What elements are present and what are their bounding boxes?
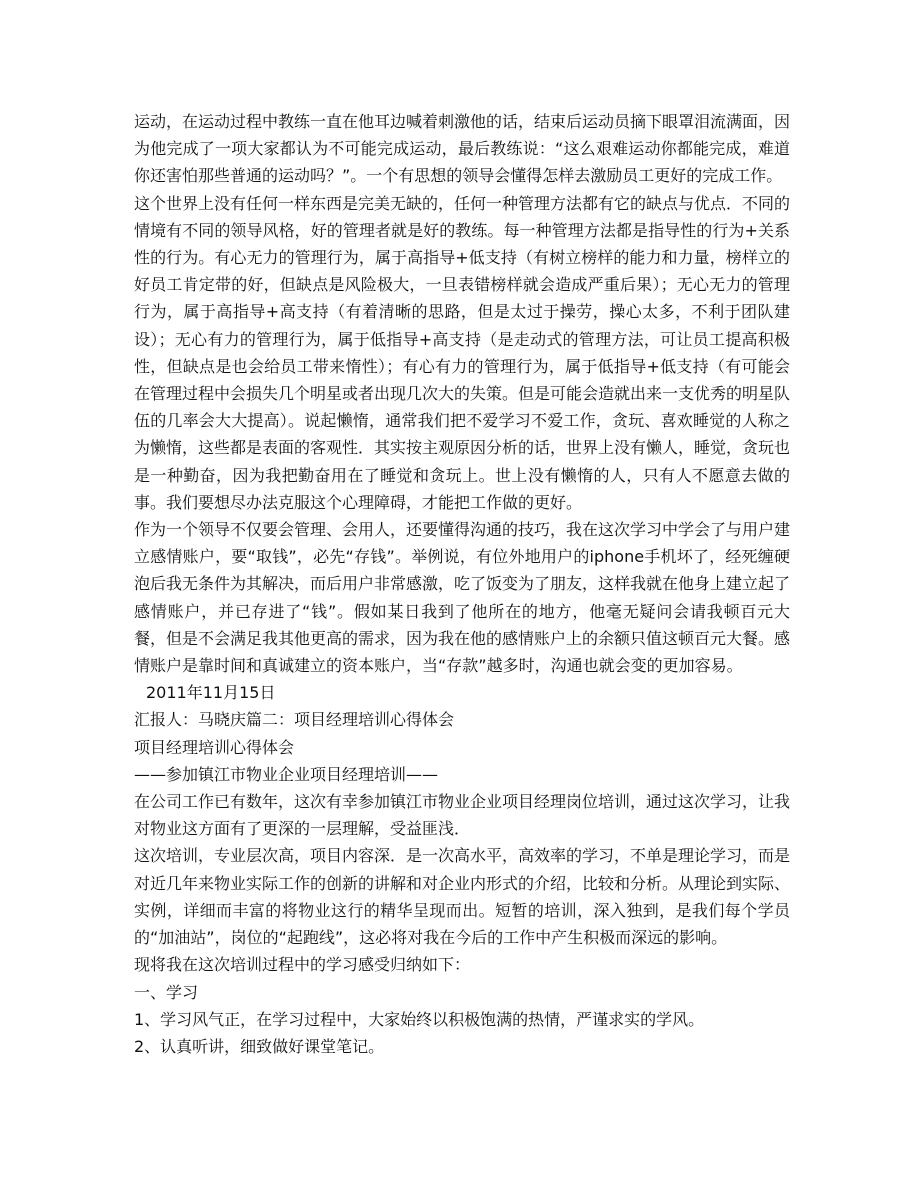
list-item-1: 1、学习风气正，在学习过程中，大家始终以积极饱满的热情，严谨求实的学风。	[134, 1009, 705, 1029]
section-title: 项目经理培训心得体会	[134, 737, 295, 757]
paragraph-training-overview: 这次培训，专业层次高，项目内容深．是一次高水平，高效率的学习，不单是理论学习，而是对近几年来物业实际工作的创新的讲解和对企业内形式的介绍，比较和分析。从理论到实际、实例，详细而丰富的将物业这行的精华呈现而出。短暂的培训，深入独到，是我们每个学员的“加油站”，岗位的“起跑线”，这必将对我在今后的工作中产生积极而深远的影响。	[134, 846, 791, 948]
paragraph-summary-lead: 现将我在这次培训过程中的学习感受归纳如下：	[134, 955, 471, 975]
report-date: 2011年11月15日	[146, 683, 276, 703]
paragraph-management-styles: 这个世界上没有任何一样东西是完美无缺的，任何一种管理方法都有它的缺点与优点．不同的情境有不同的领导风格，好的管理者就是好的教练。每一种管理方法都是指导性的行为+关系性的行为。有心无力的管理行为，属于高指导+低支持（有树立榜样的能力和力量，榜样立的好员工肯定带的好，但缺点是风险极大，一旦表错榜样就会造成严重后果）；无心无力的管理行为，属于高指导+高支持（有着清晰的思路，但是太过于操劳，操心太多，不利于团队建设）；无心有力的管理行为，属于低指导+高支持（是走动式的管理方法，可让员工提高积极性，但缺点是也会给员工带来惰性）；有心有力的管理行为，属于低指导+低支持（有可能会在管理过程中会损失几个明星或者出现几次大的失策。但是可能会造就出来一支优秀的明星队伍的几率会大大提高）。说起懒惰，通常我们把不爱学习不爱工作，贪玩、喜欢睡觉的人称之为懒惰，这些都是表面的客观性．其实按主观原因分析的话，世界上没有懒人，睡觉，贪玩也是一种勤奋，因为我把勤奋用在了睡觉和贪玩上。世上没有懒惰的人，只有人不愿意去做的事。我们要想尽办法克服这个心理障碍，才能把工作做的更好。	[134, 193, 791, 512]
document-body	[134, 108, 790, 1060]
heading-study: 一、学习	[134, 982, 199, 1002]
list-item-2: 2、认真听讲，细致做好课堂笔记。	[134, 1036, 385, 1056]
paragraph-coaching-story: 运动，在运动过程中教练一直在他耳边喊着刺激他的话，结束后运动员摘下眼罩泪流满面，因为他完成了一项大家都认为不可能完成运动，最后教练说：“这么艰难运动你都能完成，难道你还害怕那些普通的运动吗？”。一个有思想的领导会懂得怎样去激励员工更好的完成工作。	[134, 112, 791, 186]
paragraph-emotional-account: 作为一个领导不仅要会管理、会用人，还要懂得沟通的技巧，我在这次学习中学会了与用户建立感情账户，要“取钱”，必先“存钱”。举例说，有位外地用户的iphone手机坏了，经死缠硬泡后我无条件为其解决，而后用户非常感激，吃了饭变为了朋友，这样我就在他身上建立起了感情账户，并已存进了“钱”。假如某日我到了他所在的地方，他毫无疑问会请我顿百元大餐，但是不会满足我其他更高的需求，因为我在他的感情账户上的余额只值这顿百元大餐。感情账户是靠时间和真诚建立的资本账户，当“存款”越多时，沟通也就会变的更加容易。	[134, 520, 791, 676]
section-subtitle: ——参加镇江市物业企业项目经理培训——	[134, 764, 439, 784]
reporter-line: 汇报人：马晓庆篇二：项目经理培训心得体会	[134, 710, 455, 730]
paragraph-intro: 在公司工作已有数年，这次有幸参加镇江市物业企业项目经理岗位培训，通过这次学习，让我对物业这方面有了更深的一层理解，受益匪浅．	[134, 792, 791, 839]
